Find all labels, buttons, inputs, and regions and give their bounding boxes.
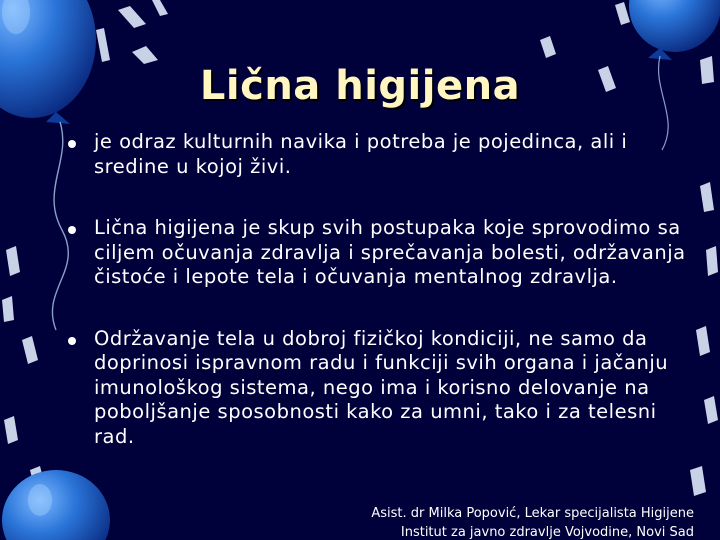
bullet-item [62, 216, 702, 290]
bullet-text: Lična higijena je skup svih postupaka koje sprovodimo sa ciljem očuvanja zdravlja i sprečavanja bolesti, održavanja čistoće i lepote tela i očuvanja mentalnog zdravlja. [94, 216, 686, 288]
bullet-dot-icon [68, 140, 76, 148]
bullet-list [62, 130, 702, 449]
bullet-item [62, 327, 702, 450]
footer-author: Asist. dr Milka Popović, Lekar specijalista Higijene [371, 506, 694, 521]
balloon-bottom-left [2, 470, 110, 540]
slide-title: Lična higijena [199, 63, 521, 109]
bullet-item [62, 130, 702, 179]
bullet-text: je odraz kulturnih navika i potreba je pojedinca, ali i sredine u kojoj živi. [94, 130, 628, 178]
streak-group-left [2, 246, 46, 494]
bullet-dot-icon [68, 337, 76, 345]
bullet-dot-icon [68, 226, 76, 234]
footer-institution: Institut za javno zdravlje Vojvodine, Novi Sad [400, 525, 694, 540]
footer-credit [371, 504, 694, 540]
bullet-text: Održavanje tela u dobroj fizičkoj kondiciji, ne samo da doprinosi ispravnom radu i funkciji svih organa i jačanju imunološkog sistema, nego ima i korisno delovanje na poboljšanje sposobnosti kako za umni, tako i za telesni rad. [94, 326, 669, 448]
